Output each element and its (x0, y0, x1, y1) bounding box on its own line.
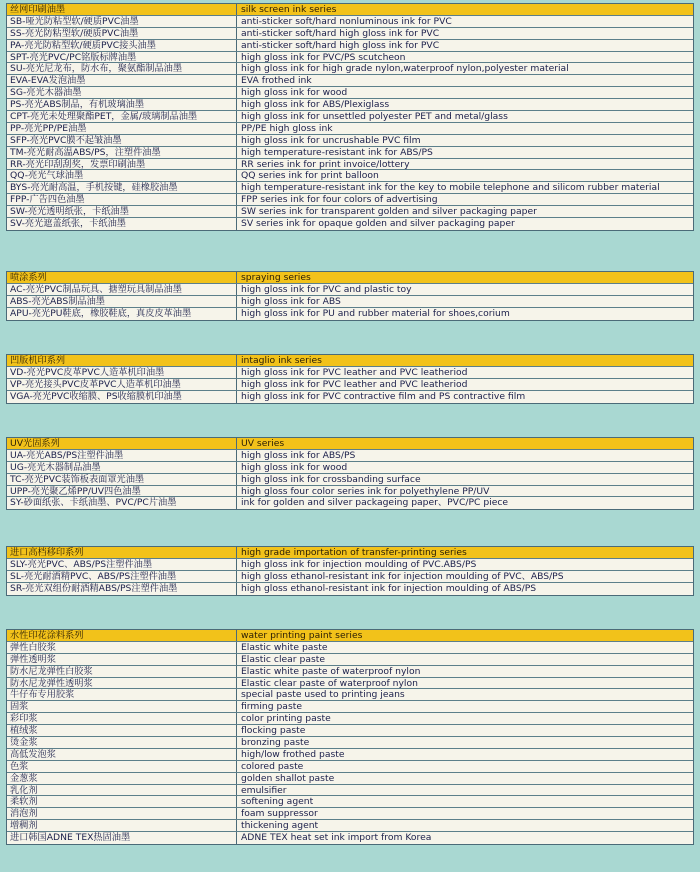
product-description-en: ADNE TEX heat set ink import from Korea (241, 832, 432, 844)
table-row (7, 28, 693, 40)
table-row (7, 16, 693, 28)
product-description-en: high gloss ink for ABS (241, 295, 341, 307)
product-name-zh: 消泡剂 (7, 808, 237, 819)
table-row (7, 571, 693, 583)
table-row (7, 474, 693, 486)
product-name-zh: SFP-亮光PVC膜不起皱油墨 (7, 135, 237, 146)
section-header (7, 438, 693, 450)
section-title-en: silk screen ink series (241, 4, 337, 15)
product-description-en: high gloss ethanol-resistant ink for injection moulding of ABS/PS (241, 582, 537, 594)
table-row (7, 583, 693, 595)
product-name-zh: SPT-亮光PVC/PC铭版标牌油墨 (7, 52, 237, 63)
product-name-zh: 柔软剂 (7, 796, 237, 807)
table-row (7, 486, 693, 498)
table-row (7, 497, 693, 509)
product-name-zh: PP-亮光PP/PE油墨 (7, 123, 237, 134)
section-title-en: spraying series (241, 272, 311, 283)
product-description-en: FPP series ink for four colors of advertising (241, 194, 438, 206)
product-description-en: high gloss ethanol-resistant ink for injection moulding of PVC、ABS/PS (241, 570, 564, 582)
product-description-en: special paste used to printing jeans (241, 689, 405, 701)
product-description-en: thickening agent (241, 820, 319, 832)
product-description-en: high gloss ink for PVC leather and PVC leatheriod (241, 378, 468, 390)
product-name-zh: SS-亮光防粘型软/硬质PVC油墨 (7, 28, 237, 39)
product-description-en: colored paste (241, 760, 304, 772)
product-description-en: PP/PE high gloss ink (241, 122, 333, 134)
section-header (7, 272, 693, 284)
section-title-zh: 水性印花涂料系列 (7, 630, 237, 641)
product-name-zh: SU-亮光尼龙布，防水布，聚氨酯制品油墨 (7, 63, 237, 74)
product-description-en: golden shallot paste (241, 772, 335, 784)
product-description-en: high gloss ink for injection moulding of PVC.ABS/PS (241, 558, 477, 570)
table-row (7, 218, 693, 230)
product-name-zh: QQ-亮光气球油墨 (7, 170, 237, 181)
section-title-en: high grade importation of transfer-printing series (241, 547, 467, 558)
product-description-en: high gloss ink for PVC leather and PVC leatheriod (241, 366, 468, 378)
product-name-zh: RR-亮光印刮刮奖，发票印刷油墨 (7, 159, 237, 170)
product-name-zh: TM-亮光耐高温ABS/PS，注塑件油墨 (7, 147, 237, 158)
table-row (7, 194, 693, 206)
product-description-en: high gloss ink for ABS/PS (241, 449, 356, 461)
table-row (7, 761, 693, 773)
product-description-en: EVA frothed ink (241, 75, 312, 87)
product-name-zh: SY-砂面纸张、卡纸油墨、PVC/PC片油墨 (7, 497, 237, 509)
table-row (7, 666, 693, 678)
product-description-en: SV series ink for opaque golden and silver packaging paper (241, 218, 515, 230)
product-description-en: high gloss ink for unsettled polyester PET and metal/glass (241, 111, 508, 122)
product-description-en: high/low frothed paste (241, 748, 345, 760)
section-title-en: intaglio ink series (241, 355, 322, 366)
product-description-en: SW series ink for transparent golden and silver packaging paper (241, 206, 537, 218)
table-row (7, 391, 693, 403)
product-name-zh: 防水尼龙弹性透明浆 (7, 678, 237, 689)
product-name-zh: SB-哑光防粘型软/硬质PVC油墨 (7, 16, 237, 27)
product-description-en: Elastic white paste (241, 641, 328, 653)
table-row (7, 462, 693, 474)
section-silk-screen (6, 3, 694, 231)
product-name-zh: SG-亮光木器油墨 (7, 87, 237, 98)
product-description-en: high gloss ink for PU and rubber material for shoes,corium (241, 307, 510, 319)
table-row (7, 450, 693, 462)
section-title-zh: 凹版机印系列 (7, 355, 237, 366)
table-row (7, 75, 693, 87)
product-description-en: high temperature-resistant ink for ABS/PS (241, 146, 433, 158)
table-row (7, 725, 693, 737)
product-name-zh: SV-亮光遮盖纸张，卡纸油墨 (7, 218, 237, 230)
table-row (7, 367, 693, 379)
product-description-en: Elastic clear paste of waterproof nylon (241, 677, 418, 689)
product-description-en: color printing paste (241, 713, 331, 725)
product-name-zh: 弹性透明浆 (7, 654, 237, 665)
product-name-zh: UPP-亮光聚乙烯PP/UV四色油墨 (7, 486, 237, 497)
table-row (7, 678, 693, 690)
table-row (7, 820, 693, 832)
section-header (7, 355, 693, 367)
product-description-en: Elastic clear paste (241, 653, 325, 665)
product-name-zh: UG-亮光木器制品油墨 (7, 462, 237, 473)
table-row (7, 296, 693, 308)
table-row (7, 87, 693, 99)
product-name-zh: VD-亮光PVC皮革PVC人造革机印油墨 (7, 367, 237, 378)
section-title-zh: 进口高档移印系列 (7, 547, 237, 558)
product-description-en: high gloss ink for PVC contractive film and PS contractive film (241, 390, 526, 402)
product-description-en: high gloss ink for PVC and plastic toy (241, 283, 412, 295)
product-description-en: emulsifier (241, 784, 287, 796)
product-name-zh: 弹性白胶浆 (7, 642, 237, 653)
product-name-zh: PS-亮光ABS制品，有机玻璃油墨 (7, 99, 237, 110)
product-name-zh: ABS-亮光ABS制品油墨 (7, 296, 237, 307)
product-name-zh: 固浆 (7, 701, 237, 712)
product-description-en: QQ series ink for print balloon (241, 170, 379, 182)
product-description-en: RR series ink for print invoice/lottery (241, 158, 410, 170)
table-row (7, 159, 693, 171)
table-row (7, 701, 693, 713)
section-title-en: water printing paint series (241, 630, 363, 641)
product-name-zh: 进口韩国ADNE TEX热固油墨 (7, 832, 237, 844)
table-row (7, 170, 693, 182)
product-name-zh: TC-亮光PVC装饰板表面罩光油墨 (7, 474, 237, 485)
section-title-zh: UV光固系列 (7, 438, 237, 449)
product-name-zh: VP-亮光接头PVC皮革PVC人造革机印油墨 (7, 379, 237, 390)
table-row (7, 111, 693, 123)
table-row (7, 749, 693, 761)
product-description-en: ink for golden and silver packageing paper、PVC/PC piece (241, 497, 509, 509)
product-name-zh: 植绒浆 (7, 725, 237, 736)
product-name-zh: 高低发泡浆 (7, 749, 237, 760)
product-name-zh: 烫金浆 (7, 737, 237, 748)
product-name-zh: APU-亮光PU鞋底，橡胶鞋底，真皮皮革油墨 (7, 308, 237, 320)
table-row (7, 135, 693, 147)
section-transfer-printing (6, 546, 694, 596)
product-name-zh: AC-亮光PVC制品玩具、搪塑玩具制品油墨 (7, 284, 237, 295)
product-description-en: high temperature-resistant ink for the key to mobile telephone and silicom rubber material (241, 182, 660, 194)
product-description-en: high gloss ink for high grade nylon,waterproof nylon,polyester material (241, 63, 569, 75)
product-description-en: anti-sticker soft/hard high gloss ink for PVC (241, 39, 440, 51)
section-water-printing (6, 629, 694, 845)
table-row (7, 99, 693, 111)
table-row (7, 832, 693, 844)
table-row (7, 308, 693, 320)
table-row (7, 40, 693, 52)
product-description-en: Elastic white paste of waterproof nylon (241, 665, 421, 677)
product-name-zh: SLY-亮光PVC、ABS/PS注塑件油墨 (7, 559, 237, 570)
table-row (7, 642, 693, 654)
table-row (7, 63, 693, 75)
product-description-en: high gloss ink for crossbanding surface (241, 473, 421, 485)
table-row (7, 182, 693, 194)
product-name-zh: SW-亮光透明纸张，卡纸油墨 (7, 206, 237, 217)
product-name-zh: SR-亮光双组份耐酒精ABS/PS注塑件油墨 (7, 583, 237, 595)
product-name-zh: 彩印浆 (7, 713, 237, 724)
table-row (7, 52, 693, 64)
section-title-zh: 丝网印刷油墨 (7, 4, 237, 15)
section-header (7, 4, 693, 16)
product-name-zh: VGA-亮光PVC收缩膜、PS收缩膜机印油墨 (7, 391, 237, 403)
product-description-en: flocking paste (241, 725, 306, 737)
section-title-en: UV series (241, 438, 285, 449)
table-row (7, 737, 693, 749)
product-name-zh: BYS-亮光耐高温，手机按键，硅橡胶油墨 (7, 182, 237, 193)
product-name-zh: 乳化剂 (7, 785, 237, 796)
table-row (7, 123, 693, 135)
table-row (7, 796, 693, 808)
section-uv (6, 437, 694, 510)
product-name-zh: FPP-广告四色油墨 (7, 194, 237, 205)
product-description-en: foam suppressor (241, 808, 318, 820)
product-description-en: firming paste (241, 701, 302, 713)
product-name-zh: EVA-EVA发泡油墨 (7, 75, 237, 86)
product-name-zh: 金葱浆 (7, 773, 237, 784)
product-name-zh: 色浆 (7, 761, 237, 772)
table-row (7, 713, 693, 725)
product-description-en: high gloss ink for ABS/Plexiglass (241, 99, 390, 111)
product-name-zh: 牛仔布专用胶浆 (7, 689, 237, 700)
product-description-en: high gloss ink for uncrushable PVC film (241, 134, 421, 146)
table-row (7, 808, 693, 820)
table-row (7, 284, 693, 296)
table-row (7, 559, 693, 571)
product-name-zh: UA-亮光ABS/PS注塑件油墨 (7, 450, 237, 461)
product-description-en: bronzing paste (241, 737, 310, 748)
section-intaglio (6, 354, 694, 404)
product-description-en: anti-sticker soft/hard high gloss ink for PVC (241, 27, 440, 39)
product-description-en: high gloss ink for PVC/PS scutcheon (241, 51, 406, 63)
product-description-en: high gloss four color series ink for polyethylene PP/UV (241, 485, 490, 497)
section-header (7, 630, 693, 642)
section-title-zh: 喷涂系列 (7, 272, 237, 283)
table-row (7, 689, 693, 701)
product-description-en: high gloss ink for wood (241, 87, 348, 99)
section-header (7, 547, 693, 559)
table-row (7, 773, 693, 785)
section-spraying (6, 271, 694, 321)
table-row (7, 654, 693, 666)
product-description-en: softening agent (241, 796, 314, 808)
product-description-en: high gloss ink for wood (241, 461, 348, 473)
table-row (7, 785, 693, 797)
table-row (7, 147, 693, 159)
product-description-en: anti-sticker soft/hard nonluminous ink for PVC (241, 15, 452, 27)
product-name-zh: CPT-亮光未处理聚酯PET，金属/玻璃制品油墨 (7, 111, 237, 122)
table-row (7, 206, 693, 218)
product-name-zh: 增稠剂 (7, 820, 237, 831)
product-name-zh: 防水尼龙弹性白胶浆 (7, 666, 237, 677)
product-name-zh: PA-亮光防粘型软/硬质PVC接头油墨 (7, 40, 237, 51)
table-row (7, 379, 693, 391)
product-name-zh: SL-亮光耐酒精PVC、ABS/PS注塑件油墨 (7, 571, 237, 582)
